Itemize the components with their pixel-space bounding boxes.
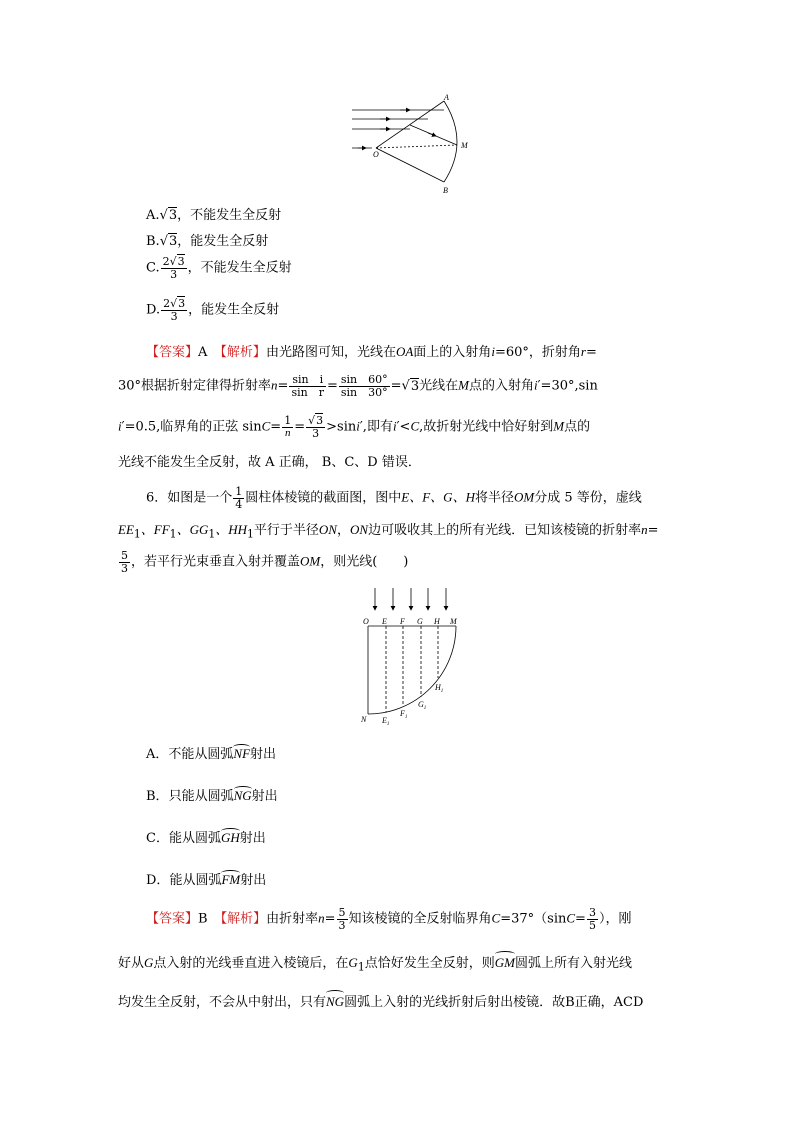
answer-tag: 【答案】: [146, 911, 199, 927]
analysis-tag: 【解析】: [220, 345, 266, 360]
label-M: M: [461, 141, 468, 150]
arc-NM: [368, 626, 456, 714]
label-E: E: [382, 617, 387, 626]
q5-option-a: A.√3，不能发生全反射: [146, 208, 282, 223]
label-G: G: [417, 617, 423, 626]
label-H: H: [434, 617, 440, 626]
label-N: N: [361, 715, 367, 724]
answer5-line4: 光线不能发生全反射，故 A 正确， B、C、D 错误．: [118, 455, 421, 470]
answer5-line2: 30°根据折射定律得折射率n= $\frac{\text{sin i}}{\text{sin r}}$ = $\frac{\sin 60^\circ}{\sin 30^\circ}$ =√3光线在M点的入射角i′=30°,sin: [118, 373, 598, 399]
q5-option-b: B.√3，能发生全反射: [146, 234, 269, 249]
q6-option-a: A．不能从圆弧NF射出: [146, 746, 277, 762]
label-H1: $H_1$: [435, 683, 444, 694]
label-G1: $G_1$: [418, 700, 427, 711]
analysis-tag: 【解析】: [220, 911, 267, 927]
answer6-line2: 好从G点入射的光线垂直进入棱镜后，在$G_1$点恰好发生全反射，则GM圆弧上所有入射光线: [118, 955, 632, 974]
dashed-OM: [376, 145, 457, 148]
answer5-line1: 【答案】A 【解析】由光路图可知，光线在OA面上的入射角i=60°，折射角r=: [146, 344, 597, 360]
radius-OB: [376, 148, 444, 182]
arc-AMB: [444, 101, 457, 182]
answer6-line3: 均发生全反射，不会从中射出，只有NG圆弧上入射的光线折射后射出棱镜．故B正确，ACD: [118, 994, 644, 1010]
answer6-line1: 【答案】B 【解析】由折射率n= $\frac{5}{3}$ 知该棱镜的全反射临界角C=37°（sinC= $\frac{3}{5}$ ），刚: [146, 906, 632, 932]
label-F1: $F_1$: [400, 709, 408, 720]
label-O: O: [363, 617, 369, 626]
label-O: O: [373, 150, 379, 159]
q6-option-d: D．能从圆弧FM射出: [146, 872, 267, 888]
refracted-arrow: [428, 133, 436, 136]
q6-line1: 6．如图是一个 $\frac{1}{4}$ 圆柱体棱镜的截面图，图中E、F、G、H将半径OM分成 5 等份，虚线: [146, 485, 642, 511]
q6-line3: $\frac{5}{3}$ ，若平行光束垂直入射并覆盖OM，则光线( ): [121, 549, 409, 575]
label-M: M: [450, 617, 457, 626]
q6-line2: $EE_1$、$FF_1$、$GG_1$、$HH_1$平行于半径ON，ON边可吸收其上的所有光线．已知该棱镜的折射率n=: [118, 522, 659, 541]
q5-option-d: D. $\frac{2√3}{3}$ ，能发生全反射: [146, 297, 280, 323]
label-F: F: [400, 617, 405, 626]
label-A: A: [444, 93, 449, 102]
figure-sector-prism: [340, 92, 480, 198]
answer-tag: 【答案】: [146, 345, 199, 360]
radius-OA: [376, 101, 444, 148]
answer5-line3: i′=0.5,临界角的正弦 sinC= $\frac{1}{n}$ = $\frac{√3}{3}$ >sini′,即有i′<C,故折射光线中恰好射到M点的: [118, 414, 591, 440]
q6-option-b: B．只能从圆弧NG射出: [146, 788, 278, 804]
q6-option-c: C．能从圆弧GH射出: [146, 830, 266, 846]
q5-option-c: C. $\frac{2√3}{3}$ ，不能发生全反射: [146, 255, 292, 281]
label-E1: $E_1$: [382, 716, 390, 726]
figure-quarter-cylinder-prism: [358, 584, 468, 726]
label-B: B: [443, 186, 448, 195]
